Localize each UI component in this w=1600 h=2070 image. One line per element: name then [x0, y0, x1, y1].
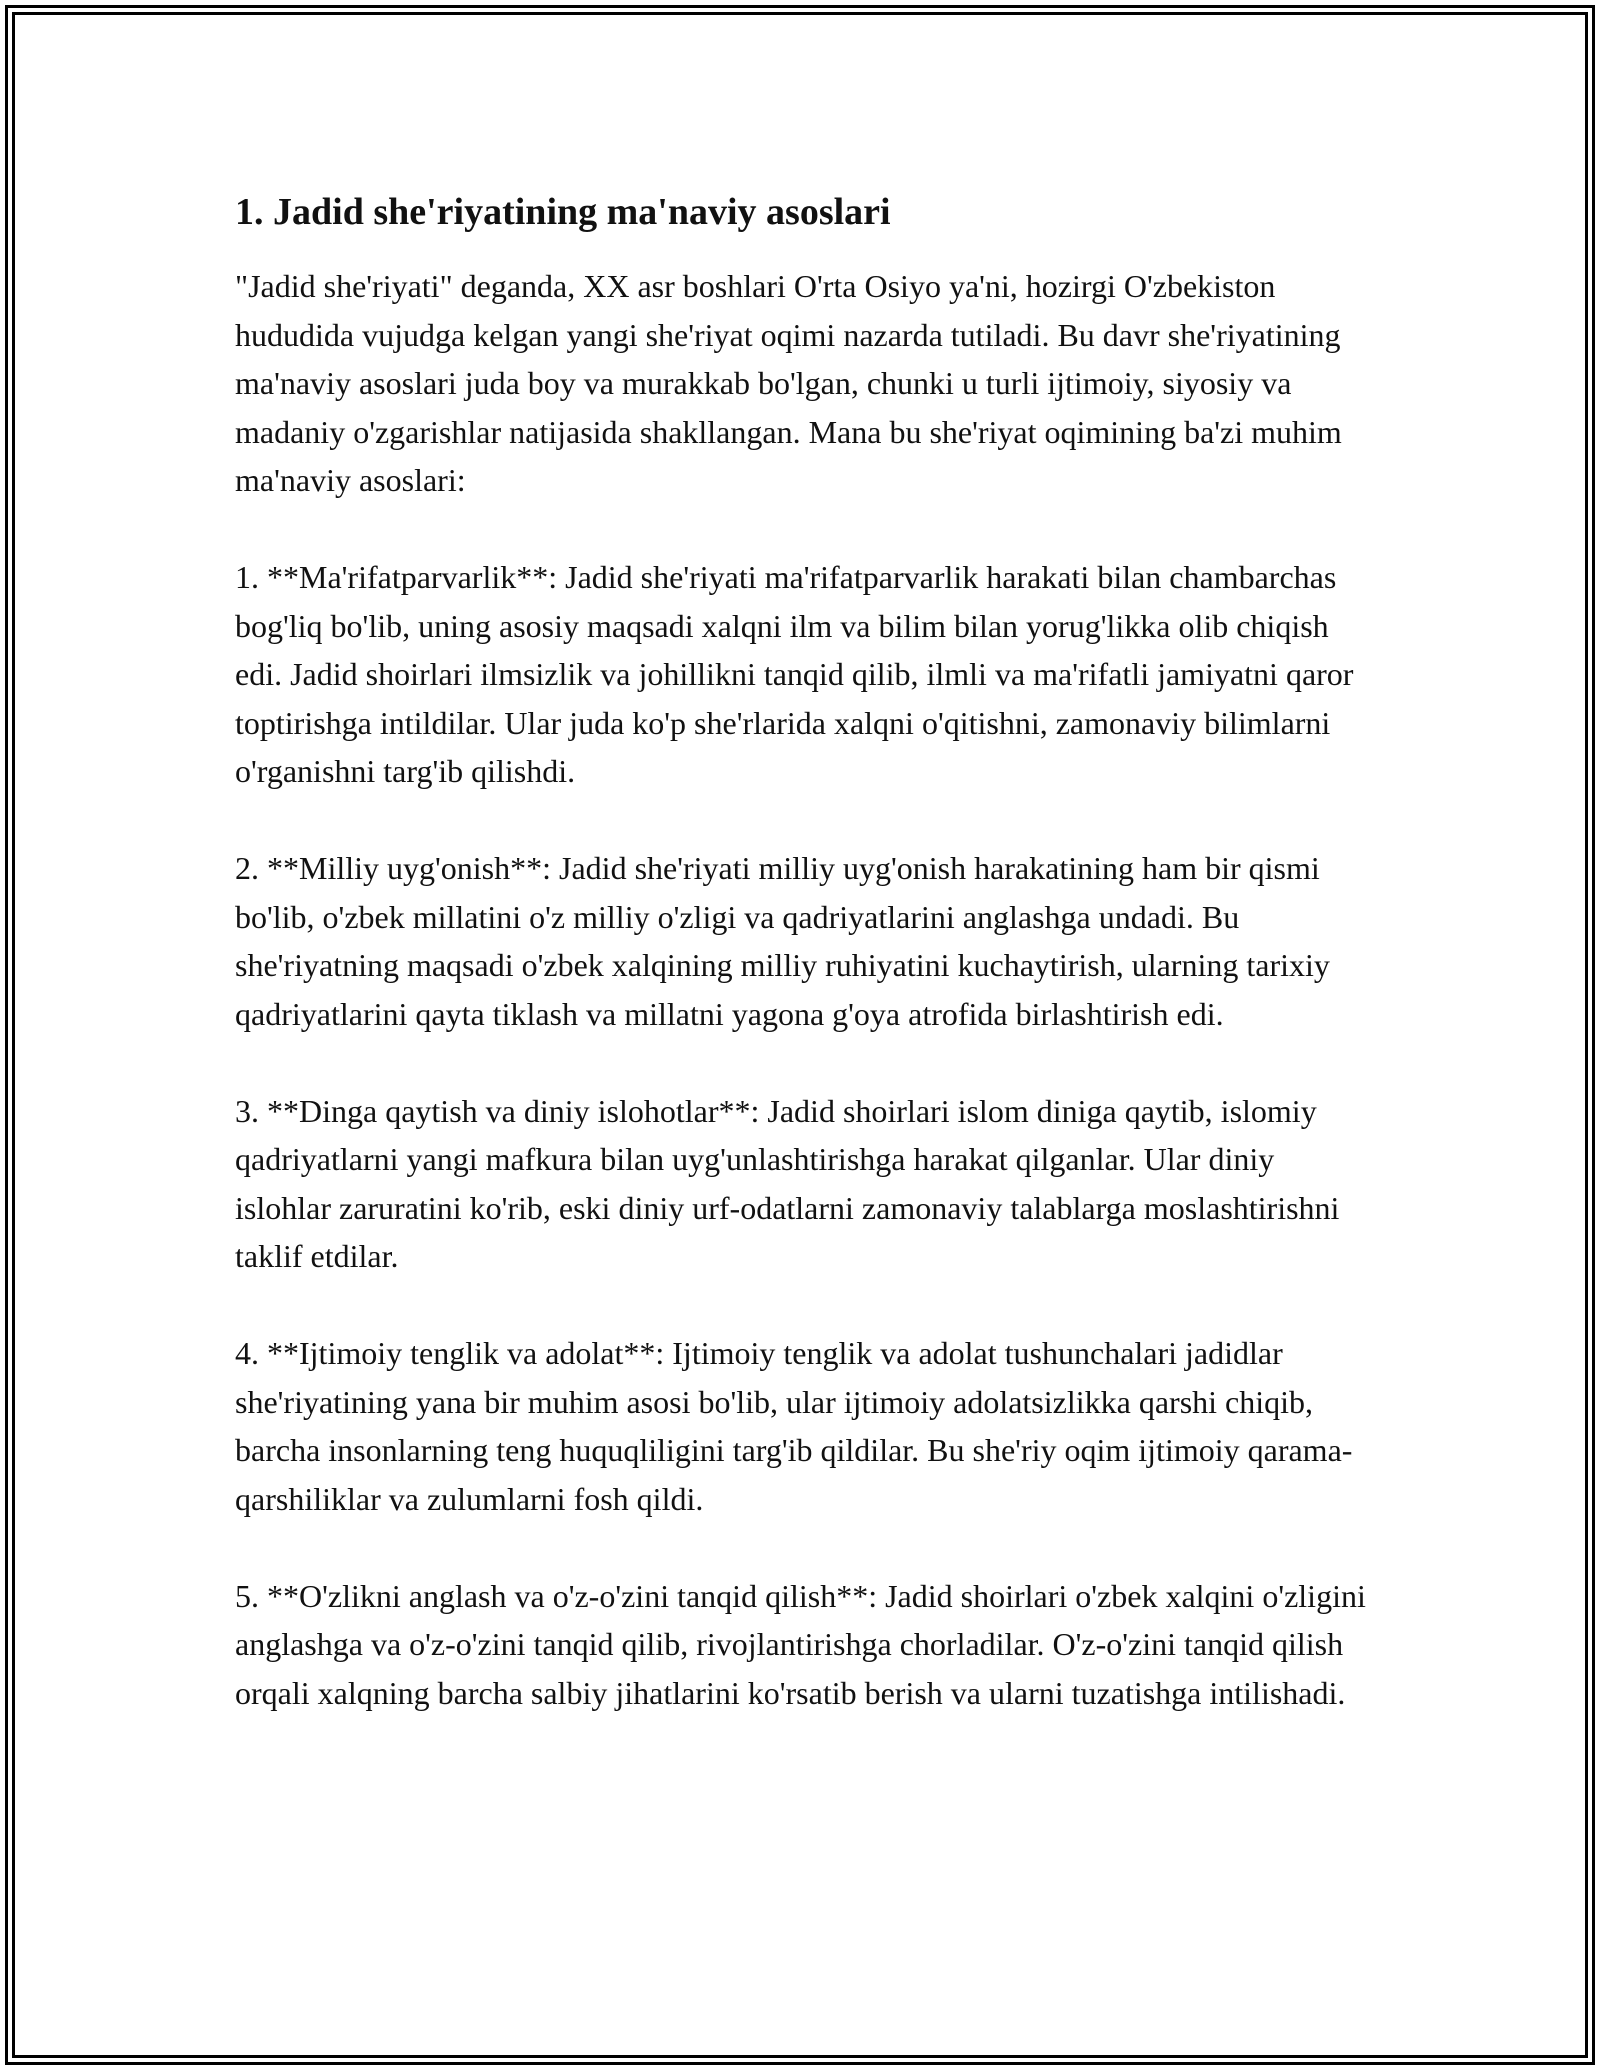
- list-item-self-awareness: 5. **O'zlikni anglash va o'z-o'zini tanqid qilish**: Jadid shoirlari o'zbek xalqini o'zligini anglashga va o'z-o'zini tanqid qilib, rivojlantirishga chorladilar. O'z-o'zini tanqid qilish orqali xalqning barcha salbiy jihatlarini ko'rsatib berish va ularni tuzatishga intilishadi.: [235, 1577, 1366, 1711]
- list-item-social-equality: 4. **Ijtimoiy tenglik va adolat**: Ijtimoiy tenglik va adolat tushunchalari jadidlar she'riyatining yana bir muhim asosi bo'lib, ular ijtimoiy adolatsizlikka qarshi chiqib, barcha insonlarning teng huquqliligini targ'ib qildilar. Bu she'riy oqim ijtimoiy qarama-qarshiliklar va zulumlarni fosh qildi.: [235, 1335, 1353, 1517]
- list-item-religious-reform: 3. **Dinga qaytish va diniy islohotlar**: Jadid shoirlari islom diniga qaytib, islomiy qadriyatlarni yangi mafkura bilan uyg'unlashtirishga harakat qilganlar. Ular diniy islohlar zaruratini ko'rib, eski diniy urf-odatlarni zamonaviy talablarga moslashtirishni taklif etdilar.: [235, 1092, 1340, 1274]
- document-body: [235, 188, 1375, 1766]
- list-item-national-awakening: 2. **Milliy uyg'onish**: Jadid she'riyati milliy uyg'onish harakatining ham bir qismi bo'lib, o'zbek millatini o'z milliy o'zligi va qadriyatlarini anglashga undadi. Bu she'riyatning maqsadi o'zbek xalqining milliy ruhiyatini kuchaytirish, ularning tarixiy qadriyatlarini qayta tiklash va millatni yagona g'oya atrofida birlashtirish edi.: [235, 850, 1330, 1032]
- intro-paragraph: "Jadid she'riyati" deganda, XX asr boshlari O'rta Osiyo ya'ni, hozirgi O'zbekiston hududida vujudga kelgan yangi she'riyat oqimi nazarda tutiladi. Bu davr she'riyatining ma'naviy asoslari juda boy va murakkab bo'lgan, chunki u turli ijtimoiy, siyosiy va madaniy o'zgarishlar natijasida shakllangan. Mana bu she'riyat oqimining ba'zi muhim ma'naviy asoslari:: [235, 268, 1342, 498]
- list-item-enlightenment: 1. **Ma'rifatparvarlik**: Jadid she'riyati ma'rifatparvarlik harakati bilan chambarchas bog'liq bo'lib, uning asosiy maqsadi xalqni ilm va bilim bilan yorug'likka olib chiqish edi. Jadid shoirlari ilmsizlik va johillikni tanqid qilib, ilmli va ma'rifatli jamiyatni qaror toptirishga intildilar. Ular juda ko'p she'rlarida xalqni o'qitishni, zamonaviy bilimlarni o'rganishni targ'ib qilishdi.: [235, 559, 1354, 789]
- document-title: 1. Jadid she'riyatining ma'naviy asoslari: [235, 191, 891, 233]
